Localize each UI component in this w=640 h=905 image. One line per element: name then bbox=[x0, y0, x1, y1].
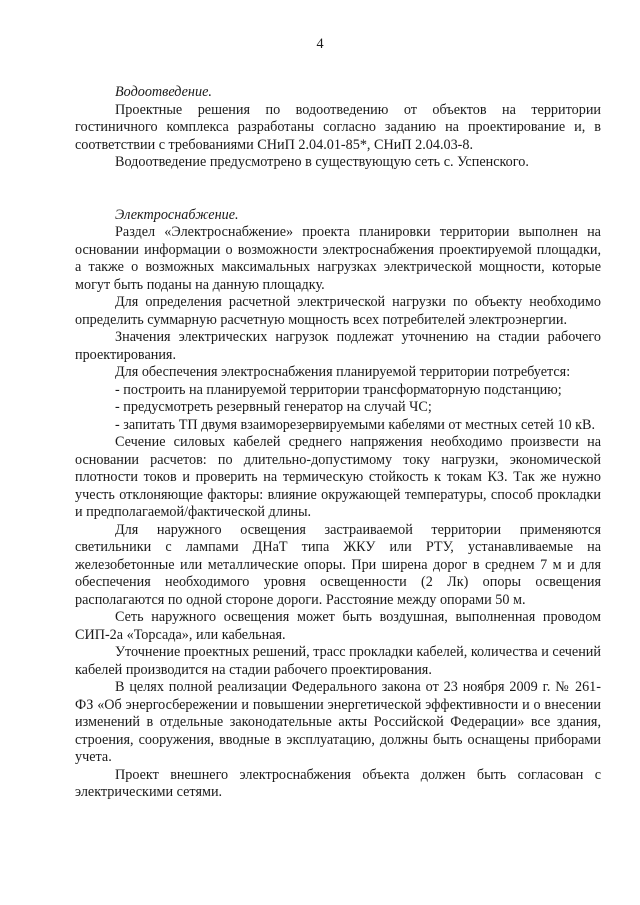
page-number: 4 bbox=[316, 36, 324, 52]
list-item: - предусмотреть резервный генератор на случай ЧС; bbox=[115, 399, 432, 415]
section-heading: Водоотведение. bbox=[115, 84, 212, 100]
list-item: - построить на планируемой территории трансформаторную подстанцию; bbox=[115, 381, 562, 398]
paragraph: Для наружного освещения застраиваемой территории применяются светильники с лампами ДНаТ типа ЖКУ или РТУ, устанавливаемые на железобетонные или металлические опоры. При ширена дорог в среднем 7 м и для обеспечения необходимого уровня освещенности (2 Лк) опоры освещения располагаются по одной стороне дороги. Расстояние между опорами 50 м. bbox=[75, 521, 601, 608]
paragraph: Водоотведение предусмотрено в существующую сеть с. Успенского. bbox=[115, 154, 529, 170]
section-power-supply bbox=[75, 206, 601, 802]
list-item: - запитать ТП двумя взаиморезервируемыми кабелями от местных сетей 10 кВ. bbox=[115, 416, 596, 433]
paragraph: В целях полной реализации Федерального закона от 23 ноября 2009 г. № 261-ФЗ «Об энергосбережении и повышении энергетической эффективности и о внесении изменений в отдельные законодательные акты Российской Федерации» все здания, строения, сооружения, вводные в эксплуатацию, должны быть оснащены приборами учета. bbox=[75, 679, 601, 765]
section-water-disposal bbox=[75, 84, 601, 172]
section-heading: Электроснабжение. bbox=[115, 206, 239, 223]
paragraph: Сеть наружного освещения может быть воздушная, выполненная проводом СИП-2а «Торсада», или кабельная. bbox=[75, 609, 601, 643]
paragraph: Проектные решения по водоотведению от объектов на территории гостиничного комплекса разработаны согласно заданию на проектирование и, в соответствии с требованиями СНиП 2.04.01-85*, СНиП 2.04.03-8. bbox=[75, 101, 601, 153]
paragraph: Уточнение проектных решений, трасс прокладки кабелей, количества и сечений кабелей производится на стадии рабочего проектирования. bbox=[75, 644, 601, 678]
paragraph: Раздел «Электроснабжение» проекта планировки территории выполнен на основании информации о возможности электроснабжения проектируемой площадки, а также о возможных максимальных нагрузках электрической мощности, которые могут быть поданы на данную площадку. bbox=[75, 224, 601, 293]
document-body bbox=[75, 84, 601, 802]
paragraph: Проект внешнего электроснабжения объекта должен быть согласован с электрическими сетями. bbox=[75, 766, 601, 800]
paragraph: Для определения расчетной электрической нагрузки по объекту необходимо определить суммарную расчетную мощность всех потребителей электроэнергии. bbox=[75, 294, 601, 328]
section-spacer bbox=[115, 172, 601, 190]
paragraph: Сечение силовых кабелей среднего напряжения необходимо произвести на основании расчетов: по длительно-допустимому току нагрузки, экономической плотности токов и проверить на термическую стойкость к токам КЗ. Так же нужно учесть отклоняющие факторы: влияние окружающей температуры, способ прокладки и предполагаемой/фактической длины. bbox=[75, 434, 601, 520]
section-spacer bbox=[115, 189, 601, 207]
paragraph: Значения электрических нагрузок подлежат уточнению на стадии рабочего проектирования. bbox=[75, 329, 601, 363]
paragraph: Для обеспечения электроснабжения планируемой территории потребуется: bbox=[115, 364, 571, 380]
